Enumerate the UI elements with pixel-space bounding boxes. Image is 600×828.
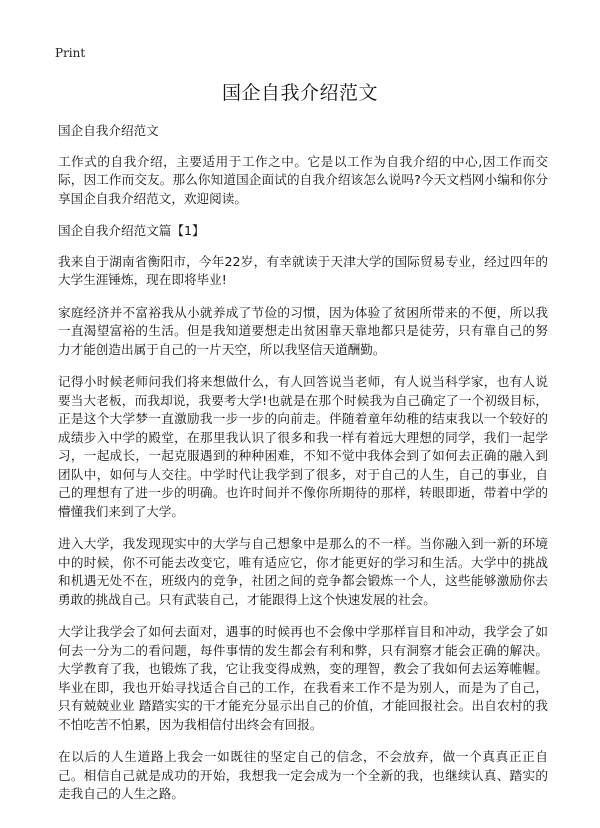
article-subtitle: 国企自我介绍范文 xyxy=(58,123,159,138)
intro-paragraph: 工作式的自我介绍，主要适用于工作之中。它是以工作为自我介绍的中心,因工作而交际，因工作而交友。那么你知道国企面试的自我介绍该怎么说吗?今天文档网小编和你分享国企自我介绍范文，欢迎阅读。 xyxy=(58,153,548,206)
body-paragraph: 我来自于湖南省衡阳市，今年22岁，有幸就读于天津大学的国际贸易专业，经过四年的大学生涯锤炼，现在即将毕业! xyxy=(58,253,548,287)
body-paragraph: 进入大学，我发现现实中的大学与自己想象中是那么的不一样。当你融入到一新的环境中的时候，你不可能去改变它，唯有适应它，你才能更好的学习和生活。大学中的挑战和机遇无处不在，班级内的竞争，社团之间的竞争都会锻炼一个人，这些能够激励你去勇敢的挑战自己。只有武装自己，才能跟得上这个快速发展的社会。 xyxy=(58,536,548,607)
body-paragraph: 家庭经济并不富裕我从小就养成了节俭的习惯，因为体验了贫困所带来的不便，所以我一直渴望富裕的生活。但是我知道要想走出贫困靠天靠地都只是徒劳，只有靠自己的努力才能创造出属于自己的一片天空，所以我坚信天道酬勤。 xyxy=(58,304,548,357)
body-paragraph: 在以后的人生道路上我会一如既往的坚定自己的信念，不会放弃，做一个真真正正自己。相信自己就是成功的开始，我想我一定会成为一个全新的我，也继续认真、踏实的走我自己的人生之路。 xyxy=(58,749,548,801)
print-link[interactable]: Print xyxy=(55,46,86,60)
body-paragraph: 大学让我学会了如何去面对，遇事的时候再也不会像中学那样盲目和冲动，我学会了如何去一分为二的看问题，每件事情的发生都会有利和弊，只有洞察才能会正确的解决。大学教育了我，也锻炼了我，它让我变得成熟，变的理智，教会了我如何去运筹帷幄。毕业在即，我也开始寻找适合自己的工作，在我看来工作不是为别人，而是为了自己，只有兢兢业业 踏踏实实的干才能充分显示出自己的价值，才能回报社会。出自农村的我不怕吃苦不怕累，因为我相信付出终会有回报。 xyxy=(58,624,548,732)
body-paragraph: 记得小时候老师问我们将来想做什么，有人回答说当老师，有人说当科学家，也有人说要当大老板，而我却说，我要考大学!也就是在那个时候我为自己确定了一个初级目标，正是这个大学梦一直激励我一步一步的向前走。伴随着童年幼稚的结束我以一个较好的成绩步入中学的殿堂，在那里我认识了很多和我一样有着远大理想的同学，我们一起学习，一起成长，一起克服遇到的种种困难，不知不觉中我体会到了如何去正确的融入到团队中，如何与人交往。中学时代让我学到了很多，对于自己的人生，自己的事业，自己的理想有了进一步的明确。也许时间并不像你所期待的那样，转眼即逝，带着中学的懵懂我们来到了大学。 xyxy=(58,374,548,519)
section-heading: 国企自我介绍范文篇【1】 xyxy=(58,223,205,238)
article-body xyxy=(58,122,548,818)
document-title: 国企自我介绍范文 xyxy=(221,82,378,104)
